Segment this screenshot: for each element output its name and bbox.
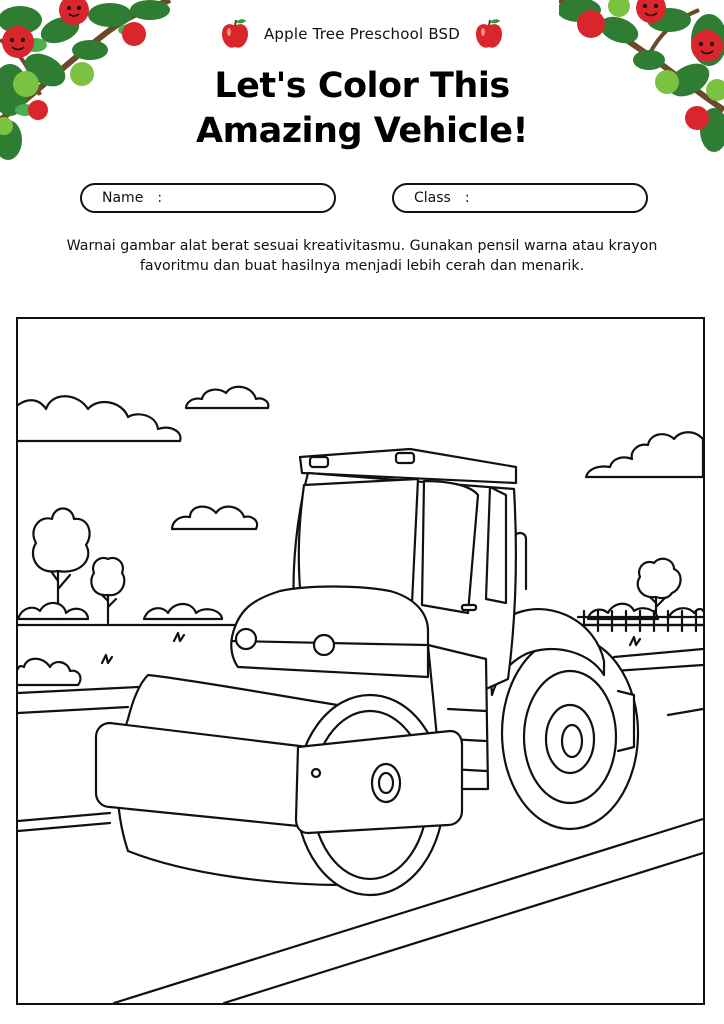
grass — [102, 655, 112, 663]
title-line-1: Let's Color This — [214, 66, 510, 106]
class-label: Class — [414, 190, 451, 206]
road-dash — [668, 709, 703, 715]
page-title — [0, 64, 724, 154]
tree — [91, 558, 124, 623]
cab-window — [299, 479, 418, 603]
name-label: Name — [102, 190, 144, 206]
cloud — [586, 432, 703, 477]
road-line — [18, 813, 110, 831]
engine-hood — [231, 587, 428, 678]
coloring-picture-frame — [16, 317, 705, 1005]
road-edge — [18, 687, 138, 713]
school-name: Apple Tree Preschool BSD — [263, 25, 461, 43]
instructions-text: Warnai gambar alat berat sesuai kreativitasmu. Gunakan pensil warna atau krayon favoritmu dan buat hasilnya menjadi lebih cerah dan menarik. — [66, 238, 658, 274]
road-roller-coloring-picture — [18, 319, 703, 1003]
cloud — [18, 396, 180, 441]
name-field[interactable] — [80, 183, 336, 213]
road-edge — [614, 649, 703, 671]
bush — [18, 659, 80, 685]
cab-side-window — [486, 487, 506, 603]
apple-icon — [474, 17, 504, 51]
road-roller — [96, 449, 638, 895]
school-header — [0, 14, 724, 54]
name-separator: : — [157, 190, 163, 206]
class-separator: : — [464, 190, 470, 206]
bush — [18, 603, 88, 619]
headlight — [314, 635, 334, 655]
bush — [144, 604, 222, 619]
class-field[interactable] — [392, 183, 648, 213]
cloud — [172, 507, 257, 529]
cab-door-window — [422, 481, 478, 613]
tree — [33, 509, 90, 620]
grass — [174, 633, 184, 641]
cloud — [186, 387, 268, 408]
headlight — [236, 629, 256, 649]
apple-icon — [220, 17, 250, 51]
title-line-2: Amazing Vehicle! — [196, 111, 528, 151]
grass — [630, 637, 640, 645]
